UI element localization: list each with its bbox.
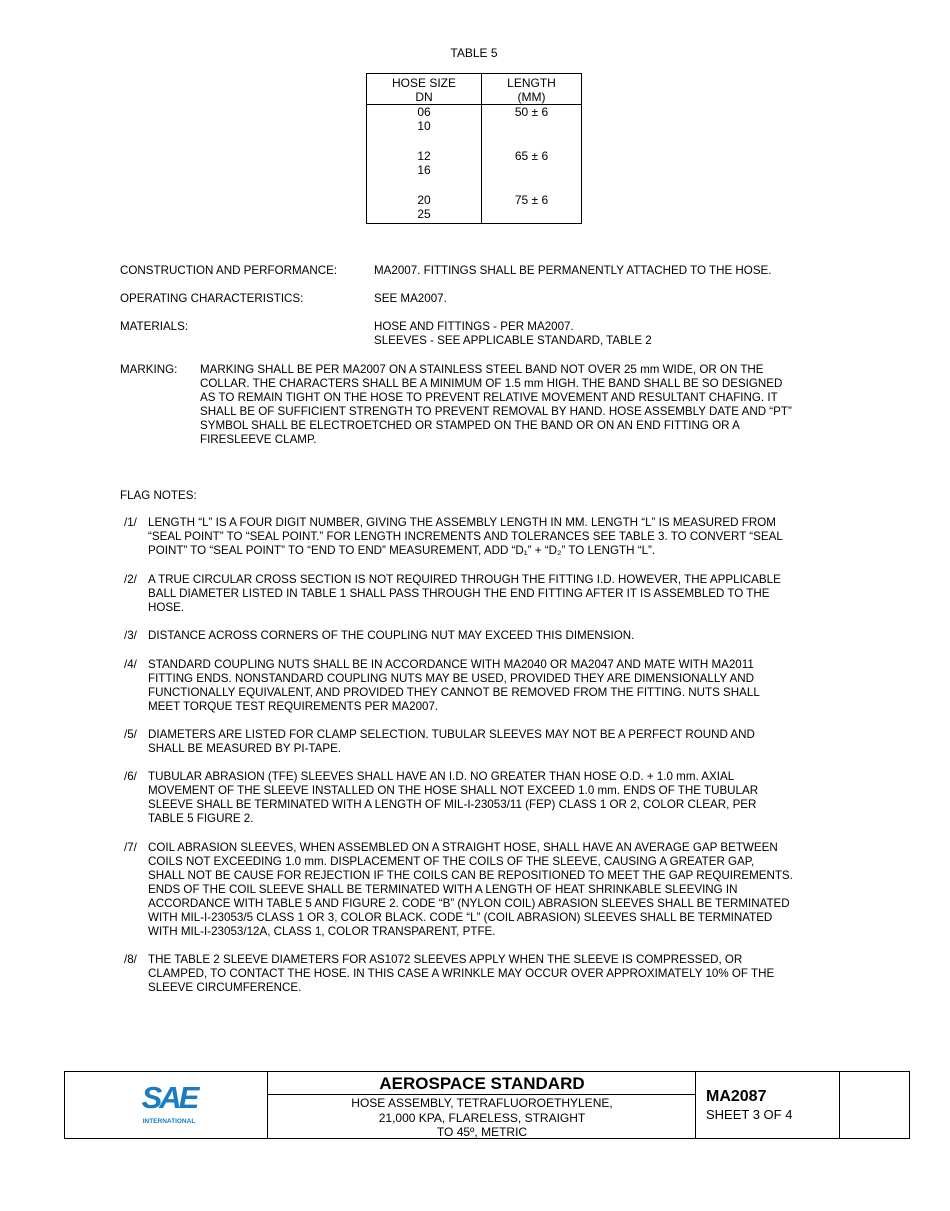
table-header-row bbox=[367, 74, 582, 105]
length-cell: 65 ± 6 bbox=[482, 149, 582, 193]
flag-note-number: /6/ bbox=[124, 770, 137, 783]
title-cell bbox=[268, 1072, 696, 1138]
hose-size-cell: 12 16 bbox=[367, 149, 482, 193]
marking-text: MARKING SHALL BE PER MA2007 ON A STAINLESS STEEL BAND NOT OVER 25 mm WIDE, OR ON THE COLLAR. THE CHARACTERS SHALL BE A MINIMUM OF 1.5 mm HIGH. THE BAND SHALL BE SO DESIGNED AS TO REMAIN TIGHT ON THE HOSE TO PREVENT RELATIVE MOVEMENT AND RESULTANT CHAFING. IT SHALL BE OF SUFFICIENT STRENGTH TO PREVENT REMOVAL BY HAND. HOSE ASSEMBLY DATE AND “PT” SYMBOL SHALL BE ELECTROETCHED OR STAMPED ON THE BAND OR ON AN END FITTING OR A FIRESLEEVE CLAMP. bbox=[200, 363, 792, 446]
table-caption: TABLE 5 bbox=[450, 46, 498, 60]
flag-note-text: A TRUE CIRCULAR CROSS SECTION IS NOT REQUIRED THROUGH THE FITTING I.D. HOWEVER, THE APPLICABLE BALL DIAMETER LISTED IN TABLE 1 SHALL PASS THROUGH THE END FITTING AFTER IT IS ASSEMBLED TO THE HOSE. bbox=[148, 573, 781, 614]
length-header: LENGTH (MM) bbox=[482, 74, 582, 105]
flag-note-number: /5/ bbox=[124, 728, 137, 741]
marking-label: MARKING: bbox=[120, 363, 178, 376]
sae-logo bbox=[133, 1082, 205, 1128]
materials-line-1: HOSE AND FITTINGS - PER MA2007. bbox=[374, 320, 574, 333]
flag-note-text: THE TABLE 2 SLEEVE DIAMETERS FOR AS1072 SLEEVES APPLY WHEN THE SLEEVE IS COMPRESSED, OR CLAMPED, TO CONTACT THE HOSE. IN THIS CASE A WRINKLE MAY OCCUR OVER APPROXIMATELY 10% OF THE SLEEVE CIRCUMFERENCE. bbox=[148, 953, 775, 994]
hose-size-header: HOSE SIZE DN bbox=[367, 74, 482, 105]
length-cell: 50 ± 6 bbox=[482, 105, 582, 150]
flag-note-number: /2/ bbox=[124, 573, 137, 586]
document-number-cell bbox=[696, 1072, 840, 1138]
construction-label: CONSTRUCTION AND PERFORMANCE: bbox=[120, 264, 338, 277]
table-row bbox=[367, 149, 582, 193]
document-type-title: AEROSPACE STANDARD bbox=[268, 1072, 696, 1095]
hose-length-table bbox=[366, 73, 582, 224]
table-row bbox=[367, 105, 582, 150]
table-row bbox=[367, 193, 582, 224]
sae-logo-text: INTERNATIONAL bbox=[142, 1118, 196, 1125]
flag-note-number: /8/ bbox=[124, 953, 137, 966]
flag-note-text: STANDARD COUPLING NUTS SHALL BE IN ACCORDANCE WITH MA2040 OR MA2047 AND MATE WITH MA2011 FITTING ENDS. NONSTANDARD COUPLING NUTS MAY BE USED, PROVIDED THEY ARE DIMENSIONALLY AND FUNCTIONALLY EQUIVALENT, AND PROVIDED THEY CANNOT BE REMOVED FROM THE FITTING. NUTS SHALL MEET TORQUE TEST REQUIREMENTS PER MA2007. bbox=[148, 658, 760, 713]
revision-cell bbox=[840, 1072, 909, 1138]
length-cell: 75 ± 6 bbox=[482, 193, 582, 224]
hose-size-cell: 06 10 bbox=[367, 105, 482, 150]
flag-note-number: /7/ bbox=[124, 841, 137, 854]
logo-cell bbox=[65, 1072, 268, 1138]
operating-value: SEE MA2007. bbox=[374, 292, 447, 305]
construction-value: MA2007. FITTINGS SHALL BE PERMANENTLY ATTACHED TO THE HOSE. bbox=[374, 264, 772, 277]
title-block bbox=[64, 1071, 910, 1139]
sheet-number: SHEET 3 OF 4 bbox=[706, 1107, 793, 1122]
flag-notes-heading: FLAG NOTES: bbox=[120, 489, 197, 502]
document-number: MA2087 bbox=[706, 1088, 767, 1105]
flag-note-text: COIL ABRASION SLEEVES, WHEN ASSEMBLED ON A STRAIGHT HOSE, SHALL HAVE AN AVERAGE GAP BETWEEN COILS NOT EXCEEDING 1.0 mm. DISPLACEMENT OF THE COILS OF THE SLEEVE, CAUSING A GREATER GAP, SHALL NOT BE CAUSE FOR REJECTION IF THE COILS CAN BE REPOSITIONED TO MEET THE GAP REQUIREMENTS. ENDS OF THE COIL SLEEVE SHALL BE TERMINATED WITH A LENGTH OF HEAT SHRINKABLE SLEEVING IN ACCORDANCE WITH TABLE 5 AND FIGURE 2. CODE “B” (NYLON COIL) ABRASION SLEEVES SHALL BE TERMINATED WITH MIL-I-23053/5 CLASS 1 OR 3, COLOR BLACK. CODE “L” (COIL ABRASION) SLEEVES SHALL BE TERMINATED WITH MIL-I-23053/12A, CLASS 1, COLOR TRANSPARENT, PTFE. bbox=[148, 841, 793, 938]
materials-label: MATERIALS: bbox=[120, 320, 189, 333]
flag-note-text: DISTANCE ACROSS CORNERS OF THE COUPLING NUT MAY EXCEED THIS DIMENSION. bbox=[148, 629, 635, 642]
flag-note-number: /4/ bbox=[124, 658, 137, 671]
flag-note-text: LENGTH “L” IS A FOUR DIGIT NUMBER, GIVING THE ASSEMBLY LENGTH IN MM. LENGTH “L” IS MEASURED FROM “SEAL POINT” TO “SEAL POINT.” FOR LENGTH INCREMENTS AND TOLERANCES SEE TABLE 3. TO CONVERT “SEAL POINT” TO “SEAL POINT” TO “END TO END” MEASUREMENT, ADD “D₁” + “D₂” TO LENGTH “L”. bbox=[148, 516, 783, 557]
flag-note-text: TUBULAR ABRASION (TFE) SLEEVES SHALL HAVE AN I.D. NO GREATER THAN HOSE O.D. + 1.0 mm. AXIAL MOVEMENT OF THE SLEEVE INSTALLED ON THE HOSE SHALL NOT EXCEED 1.0 mm. ENDS OF THE TUBULAR SLEEVE SHALL BE TERMINATED WITH A LENGTH OF MIL-I-23053/11 (FEP) CLASS 1 OR 2, COLOR CLEAR, PER TABLE 5 FIGURE 2. bbox=[148, 770, 759, 825]
materials-line-2: SLEEVES - SEE APPLICABLE STANDARD, TABLE 2 bbox=[374, 334, 652, 347]
flag-note-number: /1/ bbox=[124, 516, 137, 529]
operating-label: OPERATING CHARACTERISTICS: bbox=[120, 292, 304, 305]
hose-size-cell: 20 25 bbox=[367, 193, 482, 224]
document-subtitle: HOSE ASSEMBLY, TETRAFLUOROETHYLENE, 21,000 KPA, FLARELESS, STRAIGHT TO 45º, METRIC bbox=[351, 1096, 613, 1139]
flag-note-number: /3/ bbox=[124, 629, 137, 642]
flag-note-text: DIAMETERS ARE LISTED FOR CLAMP SELECTION. TUBULAR SLEEVES MAY NOT BE A PERFECT ROUND AND SHALL BE MEASURED BY PI-TAPE. bbox=[148, 728, 755, 755]
sae-logo-mark: SAE bbox=[141, 1080, 197, 1115]
